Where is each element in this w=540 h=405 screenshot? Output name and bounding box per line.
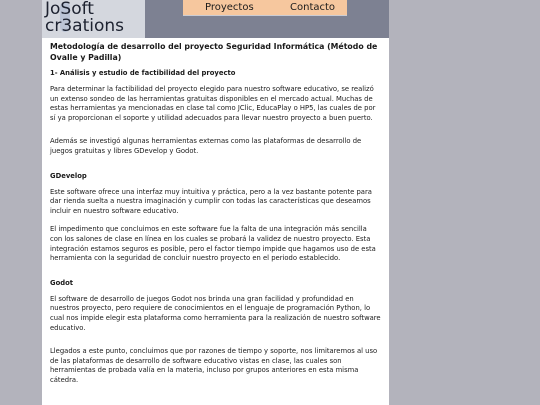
paragraph-external-tools: Además se investigó algunas herramientas externas como las plataformas de desarrollo de juegos gratuitas y libres GDevelop y Godot.: [50, 137, 362, 155]
paragraph-godot: El software de desarrollo de juegos Godot nos brinda una gran facilidad y profundidad en nuestros proyecto, pero requiere de conocimientos en el lenguaje de programación Python, lo cual nos impide elegir esta plataforma como herramienta para la realización de nuestro software educativo.: [50, 294, 381, 332]
article-title: Metodología de desarrollo del proyecto Seguridad Informática (Método de Ovalle y Padilla): [50, 42, 378, 62]
logo-text-line1: JoSoft: [45, 0, 94, 19]
top-nav: [183, 0, 347, 15]
paragraph-conclusion: Llegados a este punto, concluimos que por razones de tiempo y soporte, nos limitaremos al uso de las plataformas de desarrollo de software educativo vistas en clase, las cuales son herramientas de probada valía en la materia, incluso por grupos anteriores en esta misma cátedra.: [50, 347, 378, 384]
section-heading-godot: Godot: [50, 278, 74, 287]
site-logo[interactable]: [42, 0, 145, 38]
nav-divider: [183, 15, 347, 16]
paragraph-feasibility: Para determinar la factibilidad del proyecto elegido para nuestro software educativo, se realizó un extenso sondeo de las herramientas gratuitas disponibles en el mercado actual. Muchas de estas herramientas ya mencionadas en clase tal como JClic, EducaPlay o HP5, las cuales de por sí ya proporcionan el soporte y utilidad adecuados para llevar nuestro proyecto a buen puerto.: [50, 85, 376, 122]
article-body: [42, 38, 389, 385]
paragraph-gdevelop-cons: El impedimento que concluimos en este software fue la falta de una integración más sencilla con los salones de clase en línea en los cuales se probará la validez de nuestro proyecto. Esta integración estamos seguros es posible, pero el factor tiempo impide que hagamos uso de esta herramienta con la seguridad de concluir nuestro proyecto en el periodo establecido.: [50, 225, 376, 263]
nav-link-proyectos[interactable]: Proyectos: [205, 2, 254, 13]
paragraph-gdevelop-pros: Este software ofrece una interfaz muy intuitiva y práctica, pero a la vez bastante potente para dar rienda suelta a nuestra imaginación y cumplir con todas las características que deseamos incluir en nuestro software educativo.: [50, 187, 372, 215]
nav-link-contacto[interactable]: Contacto: [290, 2, 336, 13]
main-content: [42, 38, 389, 405]
section-heading-analysis: 1- Análisis y estudio de factibilidad del proyecto: [50, 69, 236, 77]
logo-text-line2: cr3ations: [45, 16, 124, 36]
section-heading-gdevelop: GDevelop: [50, 171, 87, 180]
